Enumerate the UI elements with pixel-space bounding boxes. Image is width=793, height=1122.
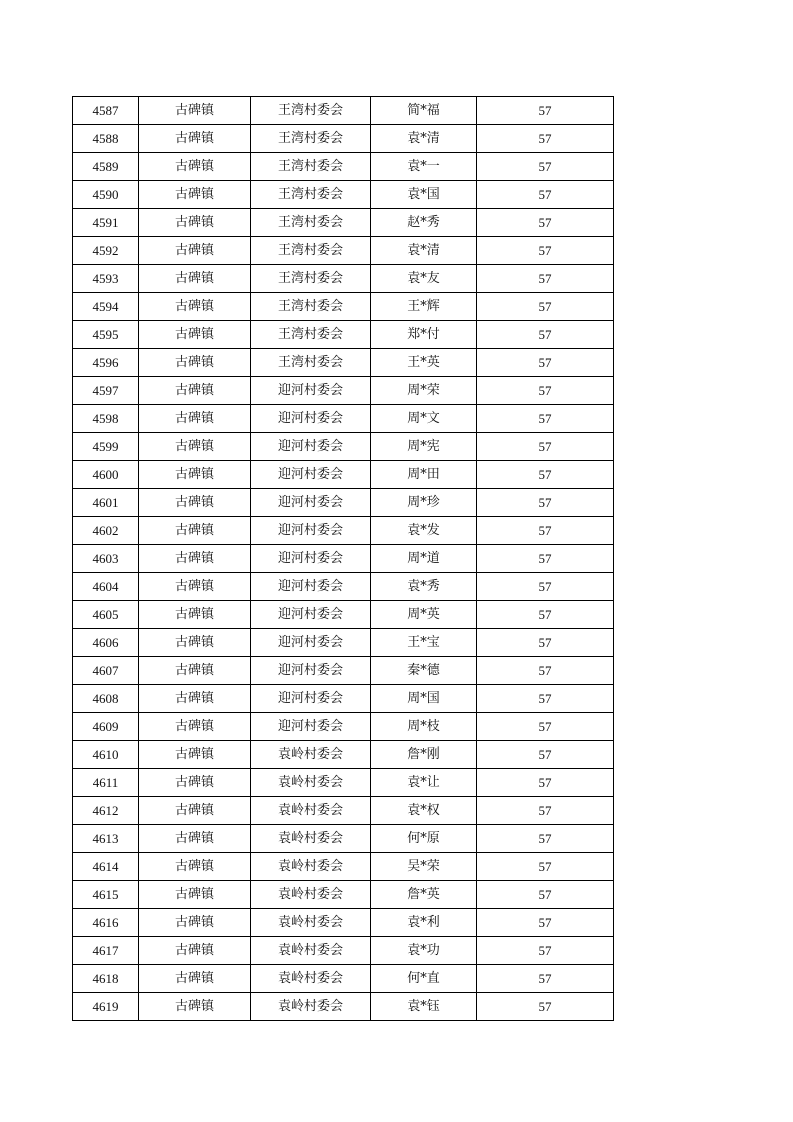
town-cell: 古碑镇 (139, 293, 251, 321)
table-row (73, 769, 614, 797)
amount-cell: 57 (477, 853, 614, 881)
amount-cell: 57 (477, 349, 614, 377)
town-cell: 古碑镇 (139, 853, 251, 881)
village-committee-cell: 袁岭村委会 (251, 965, 371, 993)
amount-cell: 57 (477, 433, 614, 461)
town-cell: 古碑镇 (139, 97, 251, 125)
town-cell: 古碑镇 (139, 657, 251, 685)
row-number-cell: 4603 (73, 545, 139, 573)
amount-cell: 57 (477, 181, 614, 209)
town-cell: 古碑镇 (139, 797, 251, 825)
name-cell: 周*珍 (371, 489, 477, 517)
table-row (73, 293, 614, 321)
village-committee-cell: 迎河村委会 (251, 629, 371, 657)
town-cell: 古碑镇 (139, 881, 251, 909)
town-cell: 古碑镇 (139, 125, 251, 153)
row-number-cell: 4600 (73, 461, 139, 489)
data-table (72, 96, 614, 1021)
row-number-cell: 4605 (73, 601, 139, 629)
table-row (73, 741, 614, 769)
name-cell: 简*福 (371, 97, 477, 125)
table-row (73, 209, 614, 237)
table-row (73, 433, 614, 461)
row-number-cell: 4587 (73, 97, 139, 125)
village-committee-cell: 袁岭村委会 (251, 741, 371, 769)
town-cell: 古碑镇 (139, 769, 251, 797)
name-cell: 周*英 (371, 601, 477, 629)
amount-cell: 57 (477, 909, 614, 937)
amount-cell: 57 (477, 965, 614, 993)
amount-cell: 57 (477, 573, 614, 601)
amount-cell: 57 (477, 293, 614, 321)
amount-cell: 57 (477, 545, 614, 573)
village-committee-cell: 迎河村委会 (251, 405, 371, 433)
name-cell: 詹*英 (371, 881, 477, 909)
table-row (73, 153, 614, 181)
row-number-cell: 4609 (73, 713, 139, 741)
table-row (73, 797, 614, 825)
town-cell: 古碑镇 (139, 489, 251, 517)
row-number-cell: 4597 (73, 377, 139, 405)
amount-cell: 57 (477, 377, 614, 405)
table-row (73, 629, 614, 657)
village-committee-cell: 袁岭村委会 (251, 797, 371, 825)
amount-cell: 57 (477, 489, 614, 517)
name-cell: 袁*一 (371, 153, 477, 181)
amount-cell: 57 (477, 881, 614, 909)
row-number-cell: 4593 (73, 265, 139, 293)
amount-cell: 57 (477, 125, 614, 153)
name-cell: 詹*刚 (371, 741, 477, 769)
town-cell: 古碑镇 (139, 741, 251, 769)
name-cell: 秦*德 (371, 657, 477, 685)
town-cell: 古碑镇 (139, 909, 251, 937)
amount-cell: 57 (477, 825, 614, 853)
village-committee-cell: 袁岭村委会 (251, 937, 371, 965)
name-cell: 袁*让 (371, 769, 477, 797)
village-committee-cell: 王湾村委会 (251, 321, 371, 349)
name-cell: 袁*清 (371, 125, 477, 153)
village-committee-cell: 王湾村委会 (251, 181, 371, 209)
row-number-cell: 4614 (73, 853, 139, 881)
amount-cell: 57 (477, 741, 614, 769)
name-cell: 赵*秀 (371, 209, 477, 237)
table-row (73, 965, 614, 993)
amount-cell: 57 (477, 461, 614, 489)
row-number-cell: 4606 (73, 629, 139, 657)
row-number-cell: 4590 (73, 181, 139, 209)
amount-cell: 57 (477, 321, 614, 349)
name-cell: 王*辉 (371, 293, 477, 321)
row-number-cell: 4594 (73, 293, 139, 321)
village-committee-cell: 王湾村委会 (251, 97, 371, 125)
table-row (73, 321, 614, 349)
village-committee-cell: 王湾村委会 (251, 153, 371, 181)
amount-cell: 57 (477, 657, 614, 685)
table-row (73, 853, 614, 881)
amount-cell: 57 (477, 937, 614, 965)
town-cell: 古碑镇 (139, 265, 251, 293)
village-committee-cell: 王湾村委会 (251, 265, 371, 293)
village-committee-cell: 王湾村委会 (251, 125, 371, 153)
name-cell: 郑*付 (371, 321, 477, 349)
table-row (73, 237, 614, 265)
row-number-cell: 4604 (73, 573, 139, 601)
town-cell: 古碑镇 (139, 993, 251, 1021)
name-cell: 周*田 (371, 461, 477, 489)
town-cell: 古碑镇 (139, 517, 251, 545)
name-cell: 周*国 (371, 685, 477, 713)
table-row (73, 573, 614, 601)
table-body (73, 97, 614, 1021)
amount-cell: 57 (477, 237, 614, 265)
town-cell: 古碑镇 (139, 685, 251, 713)
row-number-cell: 4591 (73, 209, 139, 237)
town-cell: 古碑镇 (139, 181, 251, 209)
table-row (73, 265, 614, 293)
village-committee-cell: 王湾村委会 (251, 293, 371, 321)
village-committee-cell: 袁岭村委会 (251, 825, 371, 853)
town-cell: 古碑镇 (139, 377, 251, 405)
town-cell: 古碑镇 (139, 209, 251, 237)
row-number-cell: 4601 (73, 489, 139, 517)
amount-cell: 57 (477, 769, 614, 797)
name-cell: 袁*利 (371, 909, 477, 937)
amount-cell: 57 (477, 713, 614, 741)
row-number-cell: 4602 (73, 517, 139, 545)
name-cell: 吴*荣 (371, 853, 477, 881)
town-cell: 古碑镇 (139, 237, 251, 265)
town-cell: 古碑镇 (139, 405, 251, 433)
village-committee-cell: 迎河村委会 (251, 517, 371, 545)
amount-cell: 57 (477, 601, 614, 629)
town-cell: 古碑镇 (139, 825, 251, 853)
row-number-cell: 4598 (73, 405, 139, 433)
table-row (73, 125, 614, 153)
village-committee-cell: 王湾村委会 (251, 349, 371, 377)
amount-cell: 57 (477, 629, 614, 657)
village-committee-cell: 迎河村委会 (251, 573, 371, 601)
town-cell: 古碑镇 (139, 461, 251, 489)
table-row (73, 97, 614, 125)
town-cell: 古碑镇 (139, 601, 251, 629)
village-committee-cell: 袁岭村委会 (251, 881, 371, 909)
table-row (73, 881, 614, 909)
table-row (73, 377, 614, 405)
table-row (73, 461, 614, 489)
amount-cell: 57 (477, 265, 614, 293)
table-row (73, 685, 614, 713)
name-cell: 周*宪 (371, 433, 477, 461)
village-committee-cell: 迎河村委会 (251, 377, 371, 405)
town-cell: 古碑镇 (139, 153, 251, 181)
village-committee-cell: 迎河村委会 (251, 657, 371, 685)
row-number-cell: 4588 (73, 125, 139, 153)
name-cell: 王*英 (371, 349, 477, 377)
table-row (73, 993, 614, 1021)
village-committee-cell: 迎河村委会 (251, 489, 371, 517)
village-committee-cell: 袁岭村委会 (251, 769, 371, 797)
name-cell: 王*宝 (371, 629, 477, 657)
name-cell: 周*荣 (371, 377, 477, 405)
name-cell: 周*文 (371, 405, 477, 433)
row-number-cell: 4616 (73, 909, 139, 937)
village-committee-cell: 迎河村委会 (251, 601, 371, 629)
row-number-cell: 4619 (73, 993, 139, 1021)
town-cell: 古碑镇 (139, 349, 251, 377)
row-number-cell: 4612 (73, 797, 139, 825)
table-row (73, 489, 614, 517)
row-number-cell: 4611 (73, 769, 139, 797)
town-cell: 古碑镇 (139, 573, 251, 601)
name-cell: 何*直 (371, 965, 477, 993)
village-committee-cell: 迎河村委会 (251, 713, 371, 741)
village-committee-cell: 迎河村委会 (251, 433, 371, 461)
row-number-cell: 4618 (73, 965, 139, 993)
amount-cell: 57 (477, 97, 614, 125)
row-number-cell: 4608 (73, 685, 139, 713)
name-cell: 袁*清 (371, 237, 477, 265)
town-cell: 古碑镇 (139, 965, 251, 993)
table-row (73, 405, 614, 433)
village-committee-cell: 迎河村委会 (251, 685, 371, 713)
row-number-cell: 4615 (73, 881, 139, 909)
town-cell: 古碑镇 (139, 937, 251, 965)
row-number-cell: 4613 (73, 825, 139, 853)
name-cell: 周*枝 (371, 713, 477, 741)
row-number-cell: 4607 (73, 657, 139, 685)
name-cell: 何*原 (371, 825, 477, 853)
amount-cell: 57 (477, 517, 614, 545)
village-committee-cell: 袁岭村委会 (251, 993, 371, 1021)
row-number-cell: 4599 (73, 433, 139, 461)
row-number-cell: 4617 (73, 937, 139, 965)
town-cell: 古碑镇 (139, 629, 251, 657)
table-row (73, 181, 614, 209)
table-row (73, 909, 614, 937)
amount-cell: 57 (477, 405, 614, 433)
name-cell: 袁*功 (371, 937, 477, 965)
table-row (73, 545, 614, 573)
amount-cell: 57 (477, 993, 614, 1021)
table-row (73, 713, 614, 741)
name-cell: 袁*发 (371, 517, 477, 545)
name-cell: 袁*钰 (371, 993, 477, 1021)
table-row (73, 517, 614, 545)
name-cell: 周*道 (371, 545, 477, 573)
name-cell: 袁*权 (371, 797, 477, 825)
village-committee-cell: 迎河村委会 (251, 545, 371, 573)
village-committee-cell: 袁岭村委会 (251, 909, 371, 937)
village-committee-cell: 迎河村委会 (251, 461, 371, 489)
village-committee-cell: 王湾村委会 (251, 237, 371, 265)
amount-cell: 57 (477, 797, 614, 825)
row-number-cell: 4610 (73, 741, 139, 769)
town-cell: 古碑镇 (139, 713, 251, 741)
row-number-cell: 4589 (73, 153, 139, 181)
table-row (73, 825, 614, 853)
table-row (73, 657, 614, 685)
amount-cell: 57 (477, 153, 614, 181)
village-committee-cell: 袁岭村委会 (251, 853, 371, 881)
name-cell: 袁*友 (371, 265, 477, 293)
town-cell: 古碑镇 (139, 433, 251, 461)
name-cell: 袁*秀 (371, 573, 477, 601)
village-committee-cell: 王湾村委会 (251, 209, 371, 237)
amount-cell: 57 (477, 685, 614, 713)
table-row (73, 937, 614, 965)
table-row (73, 601, 614, 629)
row-number-cell: 4595 (73, 321, 139, 349)
town-cell: 古碑镇 (139, 545, 251, 573)
table-row (73, 349, 614, 377)
town-cell: 古碑镇 (139, 321, 251, 349)
name-cell: 袁*国 (371, 181, 477, 209)
row-number-cell: 4596 (73, 349, 139, 377)
amount-cell: 57 (477, 209, 614, 237)
row-number-cell: 4592 (73, 237, 139, 265)
